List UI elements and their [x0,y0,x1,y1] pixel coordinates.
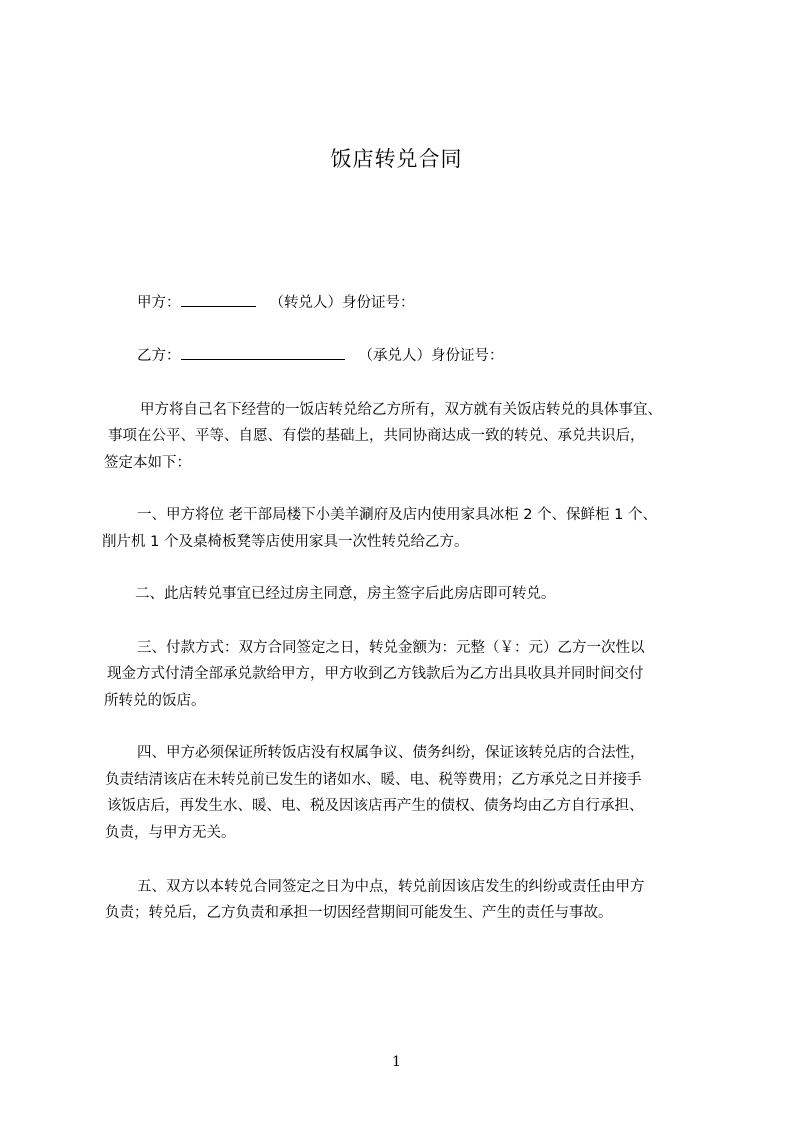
clause-2-line: 二、此店转兑事宜已经过房主同意，房主签字后此房店即可转兑。 [135,586,556,602]
party-a-name-blank [181,292,256,307]
intro-line: 签定本如下： [104,455,191,471]
clause-1-line: 削片机 1 个及桌椅板凳等店使用家具一次性转兑给乙方。 [102,534,469,550]
intro-line: 甲方将自己名下经营的一饭店转兑给乙方所有，双方就有关饭店转兑的具体事宜、 [140,402,662,418]
page-number: 1 [392,1054,401,1070]
clause-3-line: 所转兑的饭店。 [104,693,206,709]
party-a-label: 甲方： [137,295,181,311]
clause-1-line: 一、甲方将位 老干部局楼下小美羊涮府及店内使用家具冰柜 2 个、保鲜柜 1 个、 [137,507,657,523]
party-a-line [137,292,415,313]
party-b-role: （承兑人）身份证号： [358,348,504,364]
clause-5-line: 负责；转兑后，乙方负责和承担一切因经营期间可能发生、产生的责任与事故。 [105,905,613,921]
document-title: 饭店转兑合同 [330,147,463,171]
party-b-label: 乙方： [137,348,181,364]
intro-line: 事项在公平、平等、自愿、有偿的基础上，共同协商达成一致的转兑、承兑共识后， [108,428,645,444]
clause-4-line: 该饭店后，再发生水、暖、电、税及因该店再产生的债权、债务均由乙方自行承担、 [107,798,644,814]
clause-4-line: 负责，与甲方无关。 [105,825,236,841]
party-b-line [137,345,504,366]
clause-4-line: 四、甲方必须保证所转饭店没有权属争议、债务纠纷，保证该转兑店的合法性， [137,745,645,761]
party-b-name-blank [181,345,345,360]
party-a-role: （转兑人）身份证号： [269,295,415,311]
clause-3-line: 现金方式付清全部承兑款给甲方，甲方收到乙方钱款后为乙方出具收具并同时间交付 [107,666,644,682]
clause-5-line: 五、双方以本转兑合同签定之日为中点，转兑前因该店发生的纠纷或责任由甲方 [137,879,645,895]
clause-3-line: 三、付款方式：双方合同签定之日，转兑金额为：元整（￥：元）乙方一次性以 [137,640,645,656]
clause-4-line: 负责结清该店在未转兑前已发生的诸如水、暖、电、税等费用；乙方承兑之日并接手 [105,772,642,788]
